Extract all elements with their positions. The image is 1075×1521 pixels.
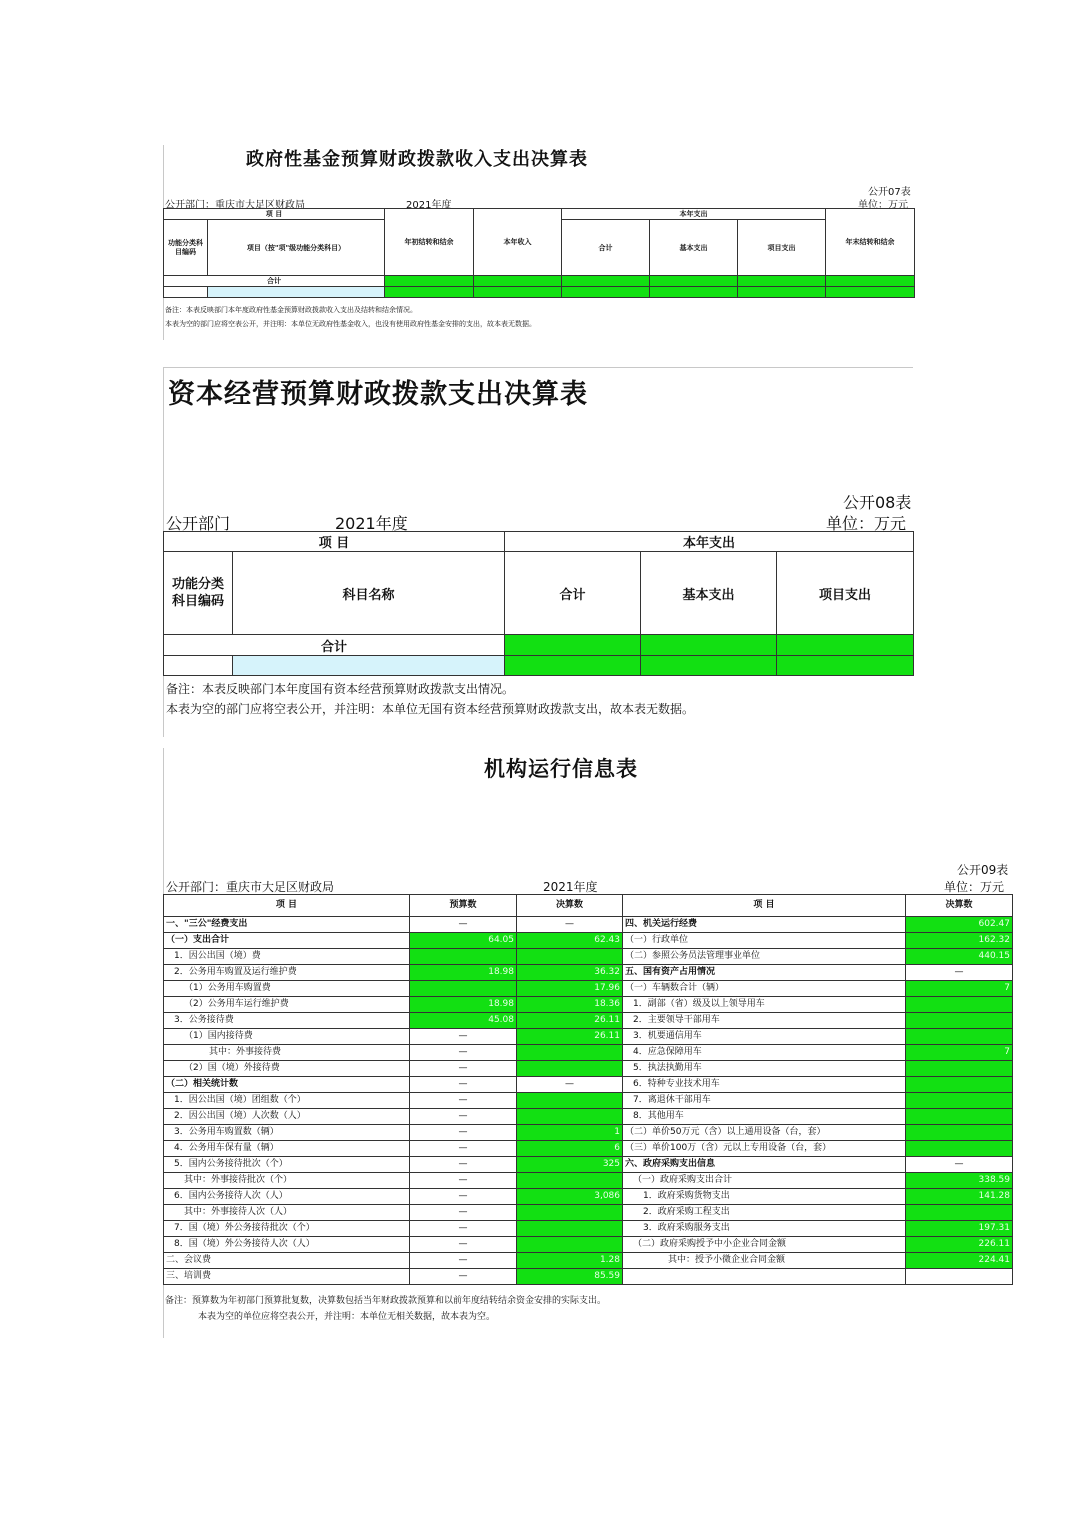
table07-note2: 本表为空的部门应将空表公开，并注明：本单位无政府性基金收入，也没有使用政府性基金安排的支出，故本表无数据。 <box>165 320 536 328</box>
table07-cell <box>164 287 208 298</box>
table07-cell <box>826 276 915 287</box>
row-final <box>517 1205 623 1221</box>
row-budget: — <box>410 1205 517 1221</box>
row-final: 17.96 <box>517 981 623 997</box>
table07-cell <box>208 287 385 298</box>
row-final-right: 226.11 <box>906 1237 1013 1253</box>
row-item-left: 其中：外事接待人次（人） <box>164 1205 410 1221</box>
row-final: — <box>517 917 623 933</box>
table-row <box>164 949 1013 965</box>
row-budget: 45.08 <box>410 1013 517 1029</box>
table07-header-income: 本年收入 <box>474 209 562 276</box>
table08-cell <box>641 656 777 676</box>
table08-header-basic: 基本支出 <box>641 552 777 635</box>
row-final-right: 224.41 <box>906 1253 1013 1269</box>
row-final <box>517 1221 623 1237</box>
row-budget: — <box>410 1269 517 1285</box>
table07-header-func-code: 功能分类科目编码 <box>164 220 208 276</box>
table07-cell <box>385 276 474 287</box>
row-item-right: 五、国有资产占用情况 <box>623 965 906 981</box>
table08-cell <box>164 656 233 676</box>
table-row <box>164 1093 1013 1109</box>
row-final-right <box>906 1109 1013 1125</box>
table07-header-project: 项目支出 <box>738 220 826 276</box>
row-final <box>517 949 623 965</box>
row-final <box>517 1109 623 1125</box>
table09-note1: 备注：预算数为年初部门预算批复数，决算数包括当年财政拨款预算和以前年度结转结余资金安排的实际支出。 <box>165 1296 607 1306</box>
table-row <box>164 1141 1013 1157</box>
row-item-right: （一）行政单位 <box>623 933 906 949</box>
row-budget <box>410 949 517 965</box>
table09-note2: 本表为空的单位应将空表公开，并注明：本单位无相关数据，故本表为空。 <box>198 1312 496 1322</box>
row-item-left: 8．国（境）外公务接待人次（人） <box>164 1237 410 1253</box>
row-budget: — <box>410 1173 517 1189</box>
row-budget: — <box>410 1077 517 1093</box>
row-budget: — <box>410 1109 517 1125</box>
table-row <box>164 1269 1013 1285</box>
table08-unit: 单位：万元 <box>826 514 907 533</box>
row-final-right: 162.32 <box>906 933 1013 949</box>
table-row <box>164 1029 1013 1045</box>
row-item-left: （2）国（境）外接待费 <box>164 1061 410 1077</box>
row-budget: — <box>410 1189 517 1205</box>
row-item-right: 六、政府采购支出信息 <box>623 1157 906 1173</box>
row-item-left: （一）支出合计 <box>164 933 410 949</box>
row-final: 18.36 <box>517 997 623 1013</box>
row-item-right: 8．其他用车 <box>623 1109 906 1125</box>
table08-year: 2021年度 <box>335 514 408 533</box>
row-item-right: 四、机关运行经费 <box>623 917 906 933</box>
row-final-right: 141.28 <box>906 1189 1013 1205</box>
row-final: 1 <box>517 1125 623 1141</box>
table07-cell <box>650 287 738 298</box>
table-row <box>164 965 1013 981</box>
table08-cell <box>505 656 641 676</box>
row-final-right <box>906 1013 1013 1029</box>
row-item-left: 2．公务用车购置及运行维护费 <box>164 965 410 981</box>
row-budget: 18.98 <box>410 997 517 1013</box>
table07 <box>163 208 915 298</box>
table08-header-item: 项 目 <box>164 532 505 552</box>
table08-header-subject: 科目名称 <box>233 552 505 635</box>
row-final: 62.43 <box>517 933 623 949</box>
row-item-right: 7．离退休干部用车 <box>623 1093 906 1109</box>
row-final <box>517 1061 623 1077</box>
row-final-right <box>906 1061 1013 1077</box>
row-final: 85.59 <box>517 1269 623 1285</box>
table09-header-budget: 预算数 <box>410 895 517 917</box>
table08-total-label: 合计 <box>164 635 505 656</box>
table07-header-total: 合计 <box>562 220 650 276</box>
table07-cell <box>650 276 738 287</box>
row-final-right <box>906 1125 1013 1141</box>
table07-year: 2021年度 <box>406 200 452 211</box>
row-budget: — <box>410 1221 517 1237</box>
row-final-right <box>906 1205 1013 1221</box>
table08-note1: 备注：本表反映部门本年度国有资本经营预算财政拨款支出情况。 <box>166 682 515 696</box>
table07-unit: 单位：万元 <box>858 200 908 211</box>
row-item-left: 一、"三公"经费支出 <box>164 917 410 933</box>
row-final: 1.28 <box>517 1253 623 1269</box>
row-item-right: （三）单价100万（含）元以上专用设备（台，套） <box>623 1141 906 1157</box>
table09-title: 机构运行信息表 <box>484 757 638 781</box>
table-row <box>164 1061 1013 1077</box>
row-item-left: （1）公务用车购置费 <box>164 981 410 997</box>
table08-cell <box>233 656 505 676</box>
table08 <box>163 531 914 676</box>
table08-cell <box>505 635 641 656</box>
table08-header-expend: 本年支出 <box>505 532 914 552</box>
row-budget: — <box>410 1237 517 1253</box>
table07-code: 公开07表 <box>868 187 911 198</box>
table09-header-final-right: 决算数 <box>906 895 1013 917</box>
table07-cell <box>738 287 826 298</box>
row-item-right: 1．副部（省）级及以上领导用车 <box>623 997 906 1013</box>
row-item-left: 其中：外事接待费 <box>164 1045 410 1061</box>
table07-header-basic: 基本支出 <box>650 220 738 276</box>
table-row <box>164 1253 1013 1269</box>
row-budget: — <box>410 1253 517 1269</box>
table07-cell <box>562 276 650 287</box>
row-final: — <box>517 1077 623 1093</box>
table-row <box>164 997 1013 1013</box>
row-final-right <box>906 1029 1013 1045</box>
table09-year: 2021年度 <box>543 880 598 894</box>
row-item-left: 2．因公出国（境）人次数（人） <box>164 1109 410 1125</box>
table08-cell <box>777 656 914 676</box>
table07-total-label: 合计 <box>164 276 385 287</box>
table09-code: 公开09表 <box>957 863 1009 877</box>
row-budget: — <box>410 1157 517 1173</box>
table-row <box>164 1157 1013 1173</box>
table08-header-project: 项目支出 <box>777 552 914 635</box>
table07-cell <box>474 276 562 287</box>
table09-body <box>164 917 1013 1285</box>
row-item-left: （二）相关统计数 <box>164 1077 410 1093</box>
table-row <box>164 933 1013 949</box>
row-item-left: 三、培训费 <box>164 1269 410 1285</box>
row-final <box>517 1237 623 1253</box>
table07-note1: 备注：本表反映部门本年度政府性基金预算财政拨款收入支出及结转和结余情况。 <box>165 306 417 314</box>
table07-header-end: 年末结转和结余 <box>826 209 915 276</box>
row-item-right: 6．特种专业技术用车 <box>623 1077 906 1093</box>
row-item-right: （二）参照公务员法管理事业单位 <box>623 949 906 965</box>
table07-header-item: 项 目 <box>164 209 385 220</box>
row-item-right: 3．机要通信用车 <box>623 1029 906 1045</box>
table09-header-item-right: 项 目 <box>623 895 906 917</box>
row-item-right: 2．主要领导干部用车 <box>623 1013 906 1029</box>
row-final-right: — <box>906 1157 1013 1173</box>
row-final-right: 197.31 <box>906 1221 1013 1237</box>
row-item-right: 其中：授予小微企业合同金额 <box>623 1253 906 1269</box>
row-item-right: 4．应急保障用车 <box>623 1045 906 1061</box>
row-final-right: 7 <box>906 981 1013 997</box>
table07-header-expend: 本年支出 <box>562 209 826 220</box>
row-budget: 18.98 <box>410 965 517 981</box>
table09 <box>163 894 1013 1285</box>
table07-cell <box>826 287 915 298</box>
table08-note2: 本表为空的部门应将空表公开，并注明：本单位无国有资本经营预算财政拨款支出，故本表无数据。 <box>166 702 695 716</box>
row-budget: — <box>410 1029 517 1045</box>
table07-title: 政府性基金预算财政拨款收入支出决算表 <box>246 149 588 170</box>
table07-cell <box>562 287 650 298</box>
table-row <box>164 1109 1013 1125</box>
row-final-right <box>906 1077 1013 1093</box>
row-item-right <box>623 1269 906 1285</box>
row-item-left: 其中：外事接待批次（个） <box>164 1173 410 1189</box>
row-budget: — <box>410 1125 517 1141</box>
table-row <box>164 981 1013 997</box>
row-item-left: （2）公务用车运行维护费 <box>164 997 410 1013</box>
row-final-right: 338.59 <box>906 1173 1013 1189</box>
row-item-right: 3．政府采购服务支出 <box>623 1221 906 1237</box>
table09-header-final: 决算数 <box>517 895 623 917</box>
row-budget <box>410 981 517 997</box>
row-item-left: 6．国内公务接待人次（人） <box>164 1189 410 1205</box>
table08-cell <box>641 635 777 656</box>
row-item-left: 4．公务用车保有量（辆） <box>164 1141 410 1157</box>
table08-code: 公开08表 <box>843 493 912 512</box>
row-final-right: — <box>906 965 1013 981</box>
table08-dept: 公开部门 <box>166 514 231 533</box>
table09-dept: 公开部门：重庆市大足区财政局 <box>166 880 335 894</box>
row-item-right: （一）车辆数合计（辆） <box>623 981 906 997</box>
row-final-right: 602.47 <box>906 917 1013 933</box>
table-row <box>164 1013 1013 1029</box>
row-final-right <box>906 1269 1013 1285</box>
row-item-left: 1．因公出国（境）费 <box>164 949 410 965</box>
row-budget: 64.05 <box>410 933 517 949</box>
table-row <box>164 1077 1013 1093</box>
table09-unit: 单位：万元 <box>944 880 1005 894</box>
row-item-left: 3．公务接待费 <box>164 1013 410 1029</box>
table07-dept: 公开部门：重庆市大足区财政局 <box>165 200 305 211</box>
row-final <box>517 1045 623 1061</box>
table07-cell <box>474 287 562 298</box>
row-item-left: 3．公务用车购置数（辆） <box>164 1125 410 1141</box>
table-row <box>164 917 1013 933</box>
table-row <box>164 1205 1013 1221</box>
row-final: 36.32 <box>517 965 623 981</box>
table-row <box>164 1045 1013 1061</box>
row-item-right: 1．政府采购货物支出 <box>623 1189 906 1205</box>
row-budget: — <box>410 1045 517 1061</box>
row-budget: — <box>410 1141 517 1157</box>
row-final: 3,086 <box>517 1189 623 1205</box>
row-final-right <box>906 1141 1013 1157</box>
table08-title: 资本经营预算财政拨款支出决算表 <box>168 379 588 410</box>
table09-header-item-left: 项 目 <box>164 895 410 917</box>
table-row <box>164 1189 1013 1205</box>
table-row <box>164 1125 1013 1141</box>
row-final-right: 440.15 <box>906 949 1013 965</box>
row-item-right: （二）单价50万元（含）以上通用设备（台，套） <box>623 1125 906 1141</box>
table08-header-func-code: 功能分类科目编码 <box>164 552 233 635</box>
row-final: 6 <box>517 1141 623 1157</box>
table-row <box>164 1237 1013 1253</box>
row-final-right <box>906 997 1013 1013</box>
row-final: 26.11 <box>517 1013 623 1029</box>
table08-header-total: 合计 <box>505 552 641 635</box>
row-item-right: （二）政府采购授予中小企业合同金额 <box>623 1237 906 1253</box>
row-budget: — <box>410 1093 517 1109</box>
row-item-right: 5．执法执勤用车 <box>623 1061 906 1077</box>
row-final-right: 7 <box>906 1045 1013 1061</box>
row-item-right: （一）政府采购支出合计 <box>623 1173 906 1189</box>
row-item-right: 2．政府采购工程支出 <box>623 1205 906 1221</box>
table07-cell <box>738 276 826 287</box>
row-final <box>517 1093 623 1109</box>
row-final-right <box>906 1093 1013 1109</box>
row-item-left: 5．国内公务接待批次（个） <box>164 1157 410 1173</box>
table-row <box>164 1221 1013 1237</box>
table07-header-item-name: 项目（按"项"级功能分类科目） <box>208 220 385 276</box>
row-final: 325 <box>517 1157 623 1173</box>
table-row <box>164 1173 1013 1189</box>
row-budget: — <box>410 917 517 933</box>
row-item-left: 二、会议费 <box>164 1253 410 1269</box>
row-final <box>517 1173 623 1189</box>
row-final: 26.11 <box>517 1029 623 1045</box>
row-budget: — <box>410 1061 517 1077</box>
row-item-left: （1）国内接待费 <box>164 1029 410 1045</box>
table08-cell <box>777 635 914 656</box>
table07-header-begin: 年初结转和结余 <box>385 209 474 276</box>
row-item-left: 1．因公出国（境）团组数（个） <box>164 1093 410 1109</box>
row-item-left: 7．国（境）外公务接待批次（个） <box>164 1221 410 1237</box>
table07-cell <box>385 287 474 298</box>
